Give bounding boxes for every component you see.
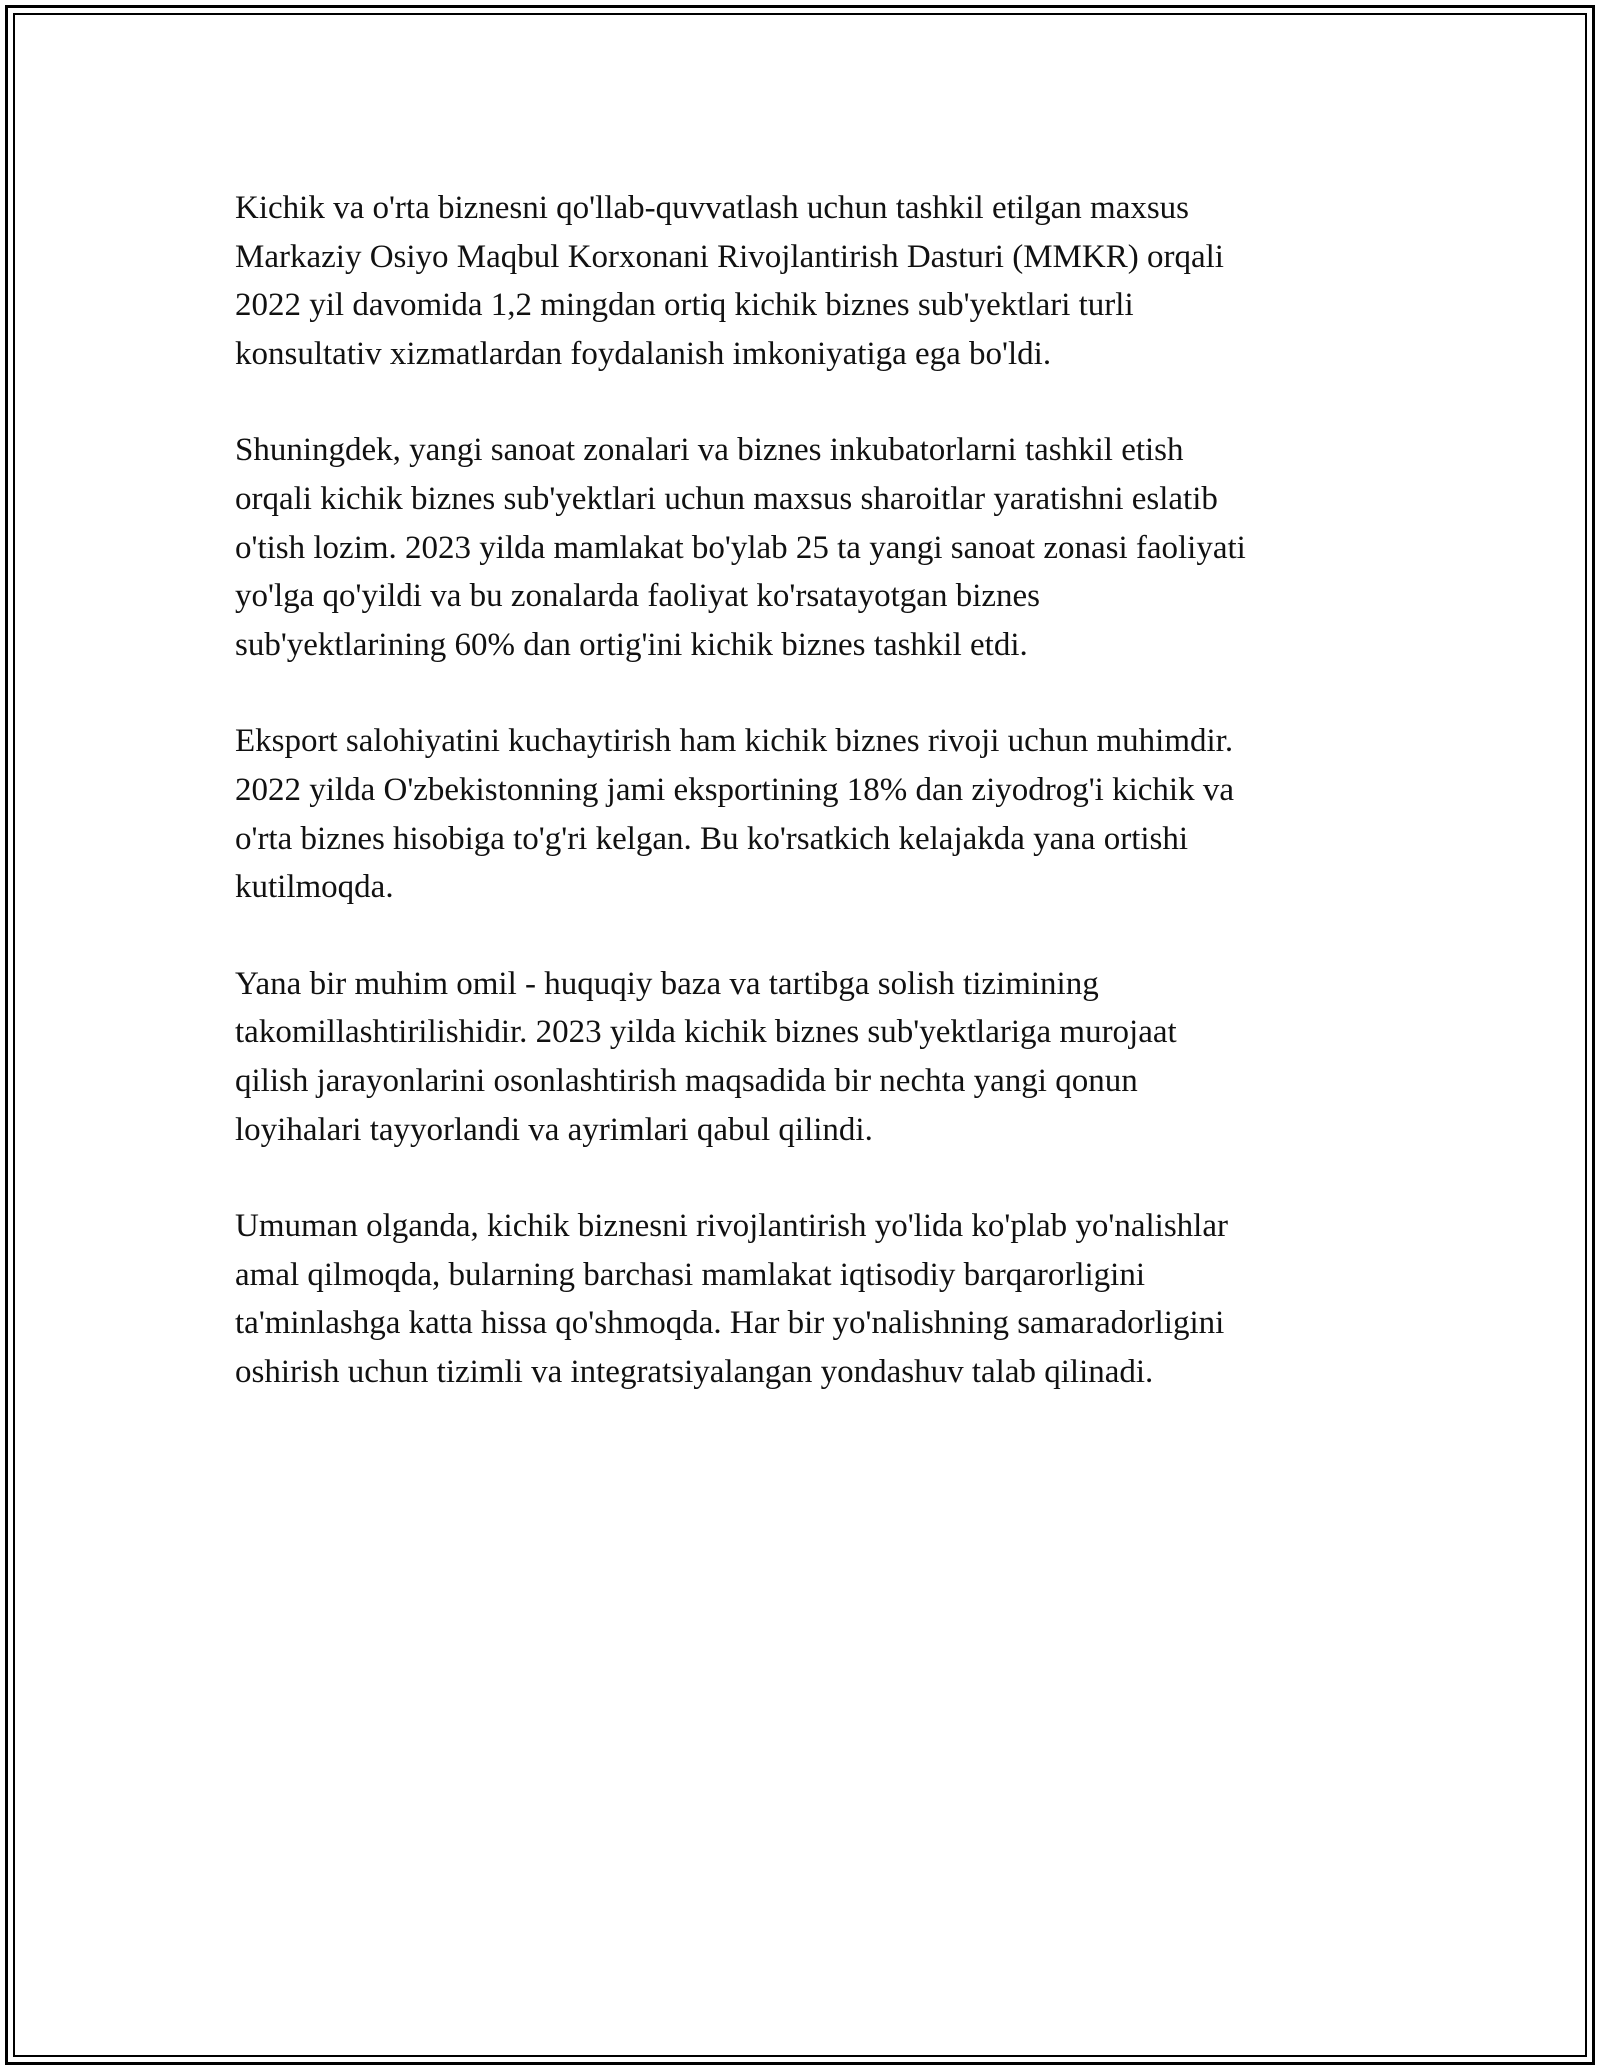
document-body — [235, 184, 1375, 1444]
paragraph-3: Eksport salohiyatini kuchaytirish ham kichik biznes rivoji uchun muhimdir. 2022 yilda O'zbekistonning jami eksportining 18% dan ziyodrog'i kichik va o'rta biznes hisobiga to'g'ri kelgan. Bu ko'rsatkich kelajakda yana ortishi kutilmoqda. — [235, 723, 1234, 906]
paragraph-5: Umuman olganda, kichik biznesni rivojlantirish yo'lida ko'plab yo'nalishlar amal qilmoqda, bularning barchasi mamlakat iqtisodiy barqarorligini ta'minlashga katta hissa qo'shmoqda. Har bir yo'nalishning samaradorligini oshirish uchun tizimli va integratsiyalangan yondashuv talab qilinadi. — [235, 1208, 1228, 1390]
paragraph-2: Shuningdek, yangi sanoat zonalari va biznes inkubatorlarni tashkil etish orqali kichik biznes sub'yektlari uchun maxsus sharoitlar yaratishni eslatib o'tish lozim. 2023 yilda mamlakat bo'ylab 25 ta yangi sanoat zonasi faoliyati yo'lga qo'yildi va bu zonalarda faoliyat ko'rsatayotgan biznes sub'yektlarining 60% dan ortig'ini kichik biznes tashkil etdi. — [235, 432, 1246, 663]
paragraph-4: Yana bir muhim omil - huquqiy baza va tartibga solish tizimining takomillashtirilishidir. 2023 yilda kichik biznes sub'yektlariga murojaat qilish jarayonlarini osonlashtirish maqsadida bir nechta yangi qonun loyihalari tayyorlandi va ayrimlari qabul qilindi. — [235, 965, 1177, 1148]
paragraph-1: Kichik va o'rta biznesni qo'llab-quvvatlash uchun tashkil etilgan maxsus Markaziy Osiyo Maqbul Korxonani Rivojlantirish Dasturi (MMKR) orqali 2022 yil davomida 1,2 mingdan ortiq kichik biznes sub'yektlari turli konsultativ xizmatlardan foydalanish imkoniyatiga ega bo'ldi. — [235, 190, 1224, 372]
